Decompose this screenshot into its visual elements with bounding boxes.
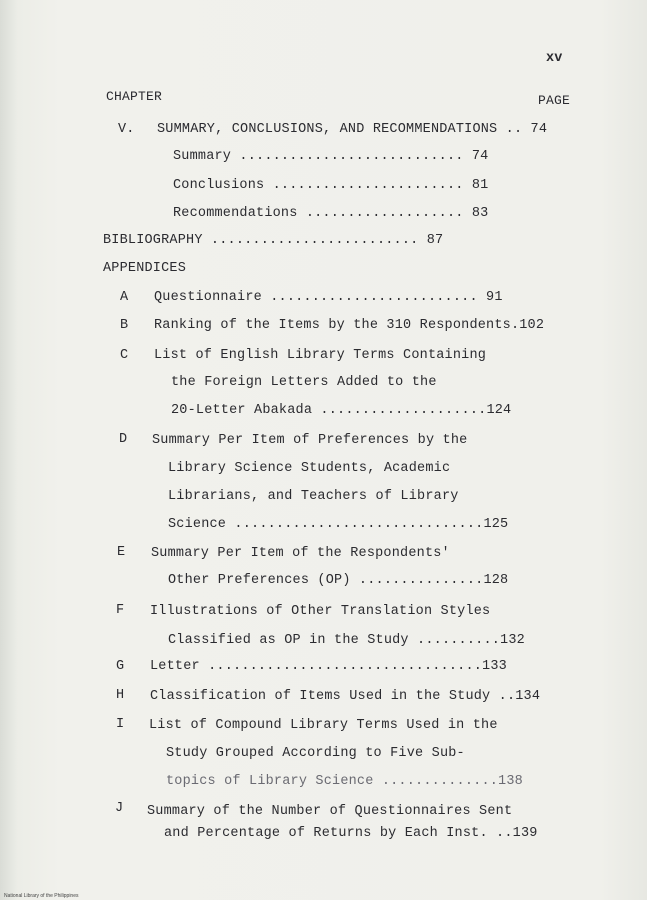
appendix-letter: I	[116, 717, 125, 732]
appendix-title-line: topics of Library Science ..............138	[166, 774, 523, 789]
appendices-heading: APPENDICES	[103, 261, 187, 276]
page-number: xv	[546, 51, 563, 66]
chapter-v-title: SUMMARY, CONCLUSIONS, AND RECOMMENDATIONS .. 74	[157, 122, 548, 137]
appendix-title-line: Ranking of the Items by the 310 Respondents.102	[154, 318, 545, 333]
appendix-title-line: and Percentage of Returns by Each Inst. ..139	[164, 826, 538, 841]
appendix-title-line: Summary Per Item of Preferences by the	[152, 433, 468, 448]
appendix-title-line: 20-Letter Abakada ....................124	[171, 403, 512, 418]
appendix-title-line: Summary of the Number of Questionnaires Sent	[147, 804, 513, 819]
appendix-letter: A	[120, 290, 129, 305]
page-column-header: PAGE	[538, 93, 571, 108]
appendix-letter: B	[120, 318, 129, 333]
toc-entry-conclusions: Conclusions ....................... 81	[173, 178, 489, 193]
appendix-letter: H	[116, 688, 125, 703]
appendix-title-line: Illustrations of Other Translation Styles	[150, 604, 491, 619]
appendix-letter: F	[116, 603, 125, 618]
appendix-letter: E	[117, 545, 126, 560]
appendix-title-line: Classified as OP in the Study ..........132	[168, 633, 525, 648]
appendix-title-line: Study Grouped According to Five Sub-	[166, 746, 465, 761]
appendix-title-line: Other Preferences (OP) ...............128	[168, 573, 509, 588]
appendix-title-line: Librarians, and Teachers of Library	[168, 489, 459, 504]
appendix-title-line: the Foreign Letters Added to the	[171, 375, 437, 390]
chapter-column-header: CHAPTER	[106, 89, 163, 104]
appendix-title-line: Classification of Items Used in the Study ..134	[150, 689, 541, 704]
appendix-title-line: List of English Library Terms Containing	[154, 348, 487, 363]
appendix-title-line: Library Science Students, Academic	[168, 461, 451, 476]
appendix-letter: J	[115, 801, 124, 816]
appendix-title-line: Science ..............................125	[168, 517, 509, 532]
appendix-letter: C	[120, 348, 129, 363]
appendix-title-line: Questionnaire ......................... 91	[154, 290, 503, 305]
appendix-title-line: Summary Per Item of the Respondents'	[151, 546, 450, 561]
toc-entry-recommendations: Recommendations ................... 83	[173, 206, 489, 221]
appendix-title-line: Letter .................................133	[150, 659, 507, 674]
toc-entry-bibliography: BIBLIOGRAPHY ......................... 87	[103, 233, 444, 248]
scan-footer-text: National Library of the Philippines	[4, 893, 79, 899]
toc-entry-summary: Summary ........................... 74	[173, 149, 489, 164]
appendix-title-line: List of Compound Library Terms Used in the	[149, 718, 498, 733]
appendix-letter: G	[116, 659, 125, 674]
chapter-v-numeral: V.	[118, 122, 135, 137]
appendix-letter: D	[119, 432, 128, 447]
